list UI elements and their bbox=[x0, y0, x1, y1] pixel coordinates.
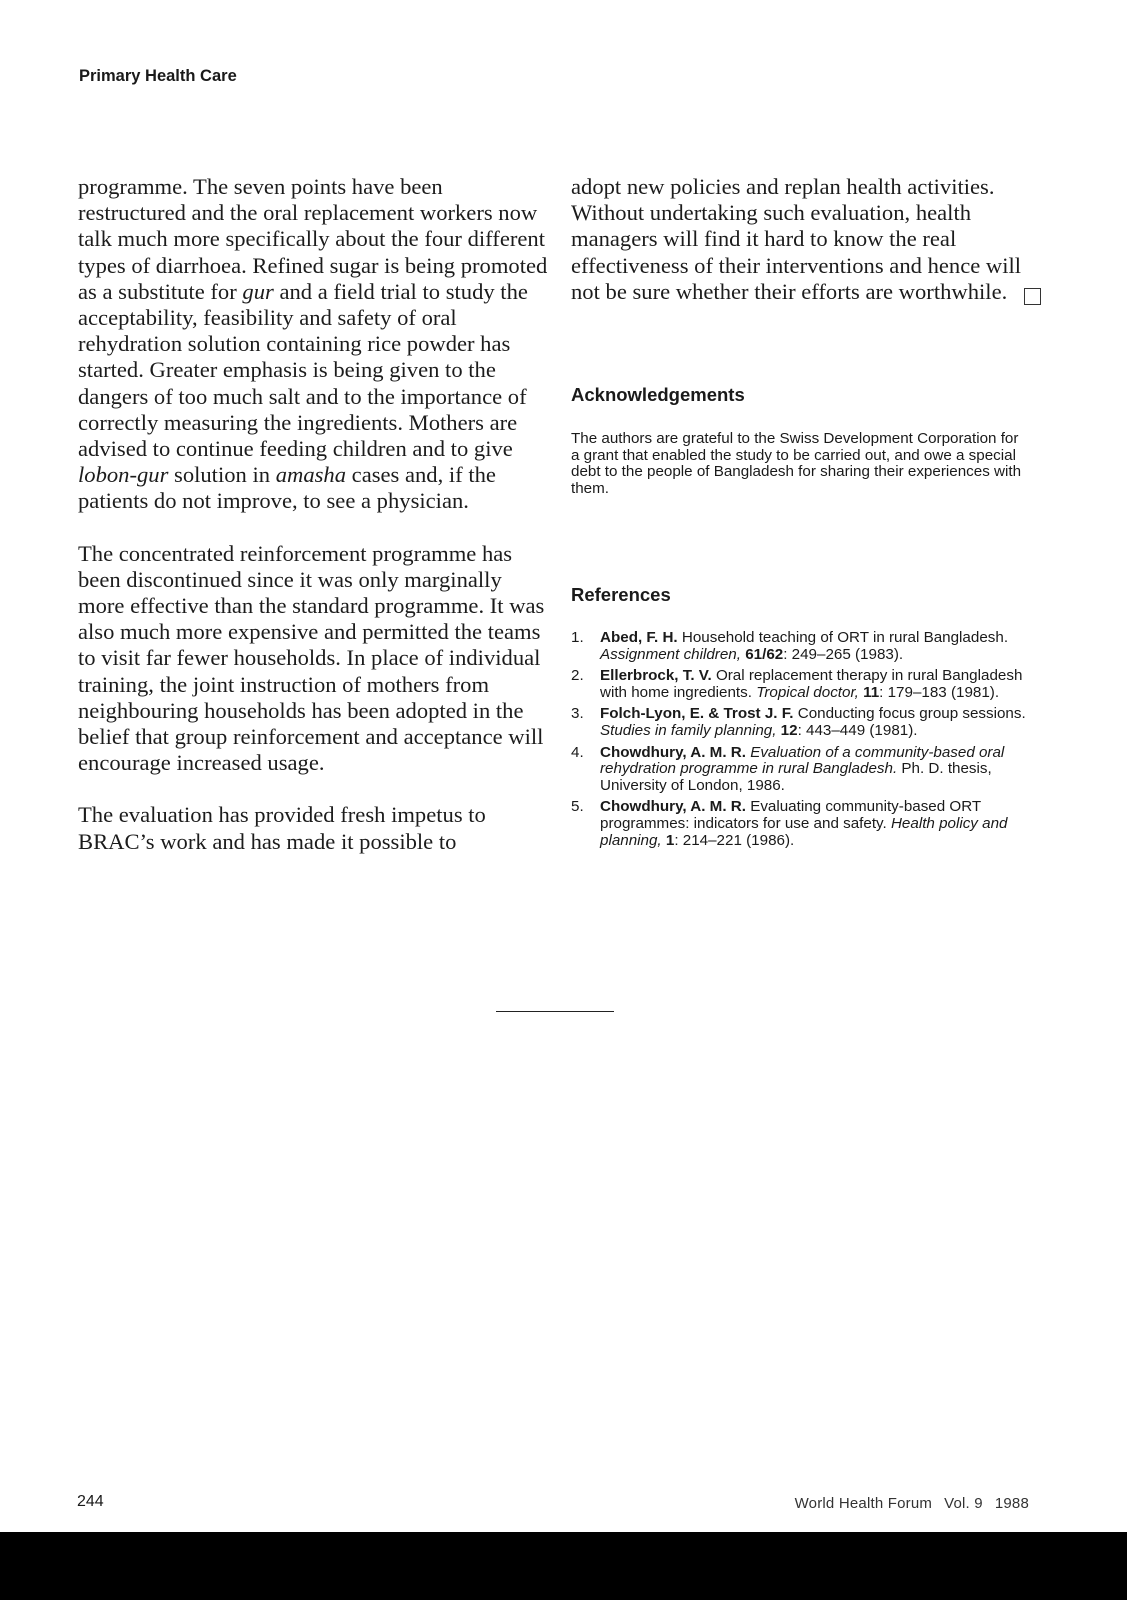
text-run: : 214–221 (1986). bbox=[674, 831, 795, 849]
references-heading: References bbox=[571, 584, 671, 605]
acknowledgements-heading: Acknowledgements bbox=[571, 384, 745, 405]
reference-text bbox=[600, 705, 1026, 739]
body-paragraph bbox=[78, 802, 548, 854]
left-column bbox=[78, 174, 548, 881]
bold-text: 12 bbox=[780, 721, 798, 739]
page-number: 244 bbox=[77, 1493, 104, 1510]
bold-text: Ellerbrock, T. V. bbox=[600, 667, 712, 685]
reference-item bbox=[571, 745, 1031, 795]
text-run: Conducting focus group sessions. bbox=[793, 705, 1026, 723]
text-run: programme. The seven points have been restructured and the oral replacement workers now talk much more specifically about the four different types of diarrhoea. Refined sugar is being promoted as a substitute for bbox=[78, 174, 548, 304]
closing-paragraph: adopt new policies and replan health activities. Without undertaking such evaluation, health managers will find it hard to know the real effectiveness of their interventions and hence will not be sure whether their efforts are worthwhile. bbox=[571, 174, 1041, 305]
bold-text: Chowdhury, A. M. R. bbox=[600, 798, 746, 816]
reference-text bbox=[600, 798, 1007, 848]
end-of-article-mark bbox=[1024, 288, 1041, 305]
bold-text: Folch-Lyon, E. & Trost J. F. bbox=[600, 705, 794, 723]
reference-number: 4. bbox=[571, 743, 584, 761]
bold-text: Chowdhury, A. M. R. bbox=[600, 743, 746, 761]
running-head: Primary Health Care bbox=[79, 67, 237, 85]
text-run: Household teaching of ORT in rural Bangladesh. bbox=[677, 629, 1009, 646]
text-run: : 249–265 (1983). bbox=[783, 645, 904, 663]
reference-number: 2. bbox=[571, 667, 584, 685]
reference-text bbox=[600, 629, 1008, 663]
text-run: cases and, if the patients do not improve, to see a physician. bbox=[78, 462, 496, 514]
text-run: The evaluation has provided fresh impetus to BRAC’s work and has made it possible to bbox=[78, 802, 486, 854]
italic-text: amasha bbox=[275, 462, 347, 488]
reference-number: 3. bbox=[571, 705, 584, 723]
italic-text: Health policy and planning, bbox=[600, 814, 1008, 849]
bold-text: 11 bbox=[863, 683, 880, 701]
text-run: Ph. D. thesis, University of London, 1986. bbox=[600, 760, 992, 794]
scan-border bbox=[0, 1532, 1127, 1600]
italic-text: gur bbox=[242, 278, 274, 304]
section-divider-rule bbox=[496, 1011, 614, 1012]
text-run: Evaluating community-based ORT programmes: indicators for use and safety. bbox=[600, 798, 981, 832]
italic-text: Studies in family planning, bbox=[600, 721, 781, 739]
journal-footer bbox=[795, 1495, 1029, 1512]
journal-year: 1988 bbox=[994, 1495, 1029, 1512]
body-paragraph bbox=[78, 541, 548, 777]
italic-text: Assignment children, bbox=[600, 645, 746, 663]
reference-text bbox=[600, 744, 1004, 794]
reference-text bbox=[600, 667, 1022, 701]
reference-item bbox=[571, 668, 1031, 701]
journal-volume: Vol. 9 bbox=[944, 1495, 983, 1512]
text-run: Oral replacement therapy in rural Bangladesh with home ingredients. bbox=[600, 667, 1023, 701]
journal-name: World Health Forum bbox=[794, 1495, 933, 1512]
text-run: and a field trial to study the acceptability, feasibility and safety of oral rehydration solution containing rice powder has started. Greater emphasis is being given to the dangers of too much salt and to the importance of correctly measuring the ingredients. Mothers are advised to continue feeding children and to give bbox=[78, 278, 528, 462]
bold-text: 61/62 bbox=[745, 645, 784, 663]
right-column bbox=[571, 174, 1041, 849]
italic-text: Evaluation of a community-based oral rehydration programme in rural Bangladesh. bbox=[600, 743, 1005, 778]
text-run: solution in bbox=[168, 462, 276, 488]
reference-item bbox=[571, 706, 1031, 739]
bold-text: 1 bbox=[665, 831, 675, 849]
reference-number: 5. bbox=[571, 798, 584, 816]
acknowledgements-text: The authors are grateful to the Swiss Development Corporation for a grant that enabled the study to be carried out, and owe a special debt to the people of Bangladesh for sharing their experiences with them. bbox=[571, 430, 1022, 497]
bold-text: Abed, F. H. bbox=[600, 629, 678, 646]
italic-text: Tropical doctor, bbox=[756, 683, 864, 701]
text-run: The concentrated reinforcement programme has been discontinued since it was only marginally more effective than the standard programme. It was also much more expensive and permitted the teams to visit far fewer households. In place of individual training, the joint instruction of mothers from neighbouring households has been adopted in the belief that group reinforcement and acceptance will encourage increased usage. bbox=[78, 540, 545, 776]
references-list bbox=[571, 630, 1031, 854]
reference-number: 1. bbox=[571, 629, 584, 646]
text-run: : 179–183 (1981). bbox=[879, 683, 1000, 701]
reference-item bbox=[571, 630, 1031, 663]
italic-text: lobon-gur bbox=[78, 462, 169, 488]
reference-item bbox=[571, 799, 1031, 849]
body-paragraph bbox=[78, 174, 548, 515]
text-run: : 443–449 (1981). bbox=[797, 721, 918, 739]
